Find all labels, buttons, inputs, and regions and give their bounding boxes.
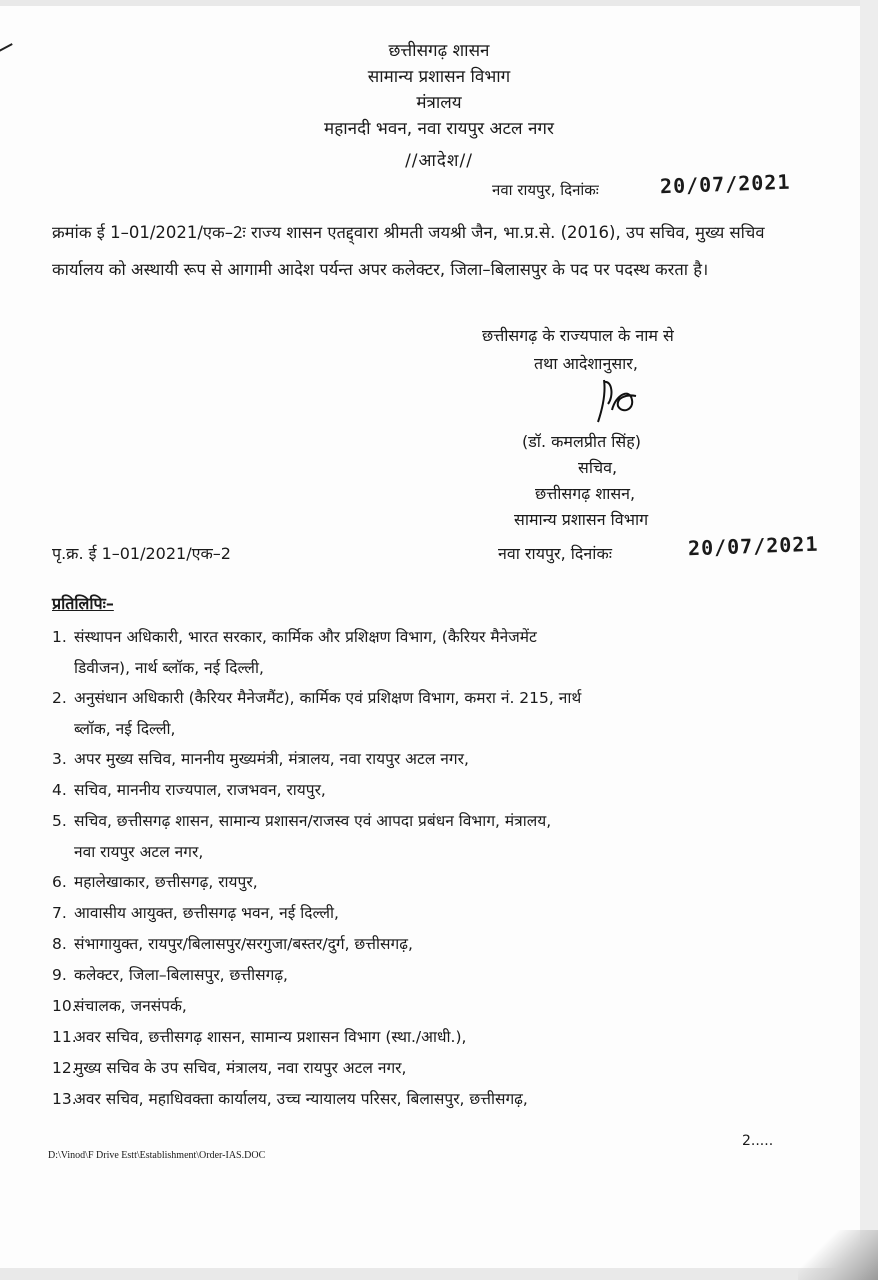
signatory-department: सामान्य प्रशासन विभाग (514, 510, 649, 529)
list-item: 6. महालेखाकार, छत्तीसगढ़, रायपुर, (52, 873, 258, 891)
date-label: नवा रायपुर, दिनांकः (492, 181, 599, 199)
govt-name: छत्तीसगढ़ शासन (388, 41, 490, 61)
endorsement-date-label: नवा रायपुर, दिनांकः (498, 544, 612, 563)
list-item: 8. संभागायुक्त, रायपुर/बिलासपुर/सरगुजा/बस्तर/दुर्ग, छत्तीसगढ़, (52, 935, 413, 953)
list-item: 13.अवर सचिव, महाधिवक्ता कार्यालय, उच्च न्यायालय परिसर, बिलासपुर, छत्तीसगढ़, (52, 1090, 528, 1108)
list-item: 5. सचिव, छत्तीसगढ़ शासन, सामान्य प्रशासन/राजस्व एवं आपदा प्रबंधन विभाग, मंत्रालय, नवा रायपुर अटल नगर, (52, 812, 552, 861)
order-title: //आदेश// (405, 151, 473, 171)
list-item: 1. संस्थापन अधिकारी, भारत सरकार, कार्मिक और प्रशिक्षण विभाग, (कैरियर मैनेजमेंट डिवीजन), नार्थ ब्लॉक, नई दिल्ली, (52, 628, 537, 677)
governor-line-2: तथा आदेशानुसार, (534, 354, 638, 373)
scan-corner-shadow (798, 1230, 878, 1280)
department-name: सामान्य प्रशासन विभाग (367, 67, 511, 87)
copy-to-heading: प्रतिलिपिः– (52, 594, 114, 613)
list-item: 9. कलेक्टर, जिला–बिलासपुर, छत्तीसगढ़, (52, 966, 288, 984)
signature-mark (592, 374, 642, 426)
list-item: 3. अपर मुख्य सचिव, माननीय मुख्यमंत्री, मंत्रालय, नवा रायपुर अटल नगर, (52, 750, 469, 768)
order-paragraph: क्रमांक ई 1–01/2021/एक–2ः राज्य शासन एतद्द्वारा श्रीमती जयश्री जैन, भा.प्र.से. (2016), उप सचिव, मुख्य सचिव कार्यालय को अस्थायी रूप से आगामी आदेश पर्यन्त अपर कलेक्टर, जिला–बिलासपुर के पद पर पदस्थ करता है। (52, 223, 765, 279)
list-item: 10.संचालक, जनसंपर्क, (52, 997, 187, 1015)
file-path-footer: D:\Vinod\F Drive Estt\Establishment\Order-IAS.DOC (48, 1150, 266, 1161)
office-address: महानदी भवन, नवा रायपुर अटल नगर (324, 119, 554, 139)
scan-edge (860, 0, 878, 1280)
signatory-designation: सचिव, (578, 458, 618, 477)
endorsement-ref: पृ.क्र. ई 1–01/2021/एक–2 (52, 544, 231, 563)
signatory-name: (डॉ. कमलप्रीत सिंह) (522, 432, 641, 451)
copy-to-list (52, 622, 792, 1115)
governor-line-1: छत्तीसगढ़ के राज्यपाल के नाम से (482, 326, 674, 345)
list-item: 11.अवर सचिव, छत्तीसगढ़ शासन, सामान्य प्रशासन विभाग (स्था./आधी.), (52, 1028, 467, 1046)
list-item: 12.मुख्य सचिव के उप सचिव, मंत्रालय, नवा रायपुर अटल नगर, (52, 1059, 407, 1077)
next-page-indicator: 2..... (742, 1133, 774, 1149)
endorsement-handwritten-date: 20/07/2021 (687, 531, 819, 561)
list-item: 7. आवासीय आयुक्त, छत्तीसगढ़ भवन, नई दिल्ली, (52, 904, 339, 922)
ministry-name: मंत्रालय (416, 93, 462, 113)
list-item: 2. अनुसंधान अधिकारी (कैरियर मैनेजमैंट), कार्मिक एवं प्रशिक्षण विभाग, कमरा नं. 215, नार्थ ब्लॉक, नई दिल्ली, (52, 689, 582, 738)
signatory-govt: छत्तीसगढ़ शासन, (535, 484, 636, 503)
list-item: 4. सचिव, माननीय राज्यपाल, राजभवन, रायपुर, (52, 781, 326, 799)
handwritten-date: 20/07/2021 (659, 169, 791, 199)
